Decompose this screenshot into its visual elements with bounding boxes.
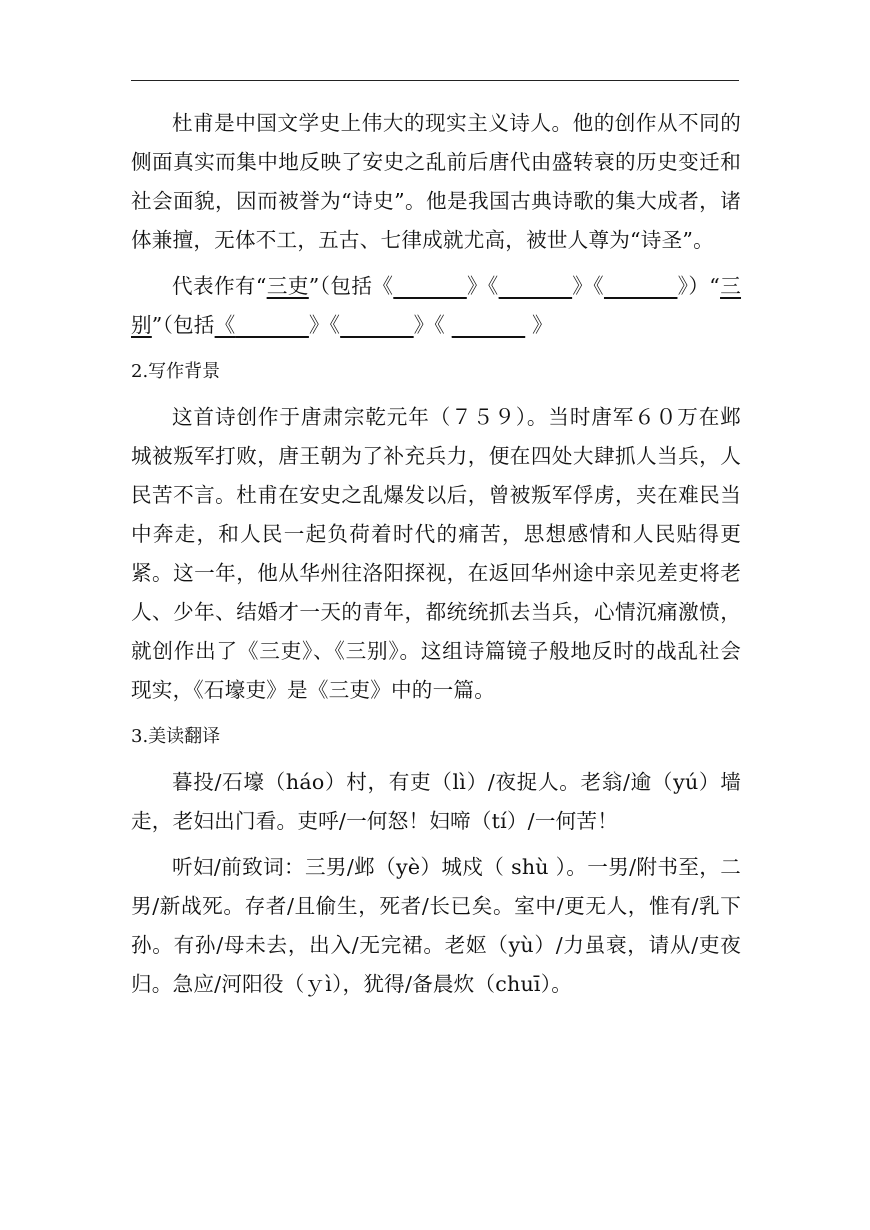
section-heading-reading: 3.美读翻译 bbox=[131, 726, 221, 747]
fill-blank-2: _______ bbox=[498, 274, 573, 298]
sanbie-term: 三别 bbox=[131, 274, 742, 337]
document-body bbox=[131, 104, 741, 1011]
header-rule bbox=[131, 80, 739, 81]
sanli-term: 三吏 bbox=[266, 274, 309, 298]
fill-blank-1: _______ bbox=[393, 274, 467, 298]
background-paragraph: 这首诗创作于唐肃宗乾元年（７５９）。当时唐军６０万在邺城被叛军打败，唐王朝为了补充兵力，便在四处大肆抓人当兵，人民苦不言。杜甫在安史之乱爆发以后，曾被叛军俘虏，夹在难民当中奔走，和人民一起负荷着时代的痛苦，思想感情和人民贴得更紧。这一年，他从华州往洛阳探视，在返回华州途中亲见差吏将老人、少年、结婚才一天的青年，都统统抓去当兵，心情沉痛激愤，就创作出了《三吏》、《三别》。这组诗篇镜子般地反时的战乱社会现实，《石壕吏》是《三吏》中的一篇。 bbox=[131, 405, 741, 702]
fill-blank-4: _______ bbox=[235, 313, 309, 337]
fill-blank-3: _______ bbox=[603, 274, 678, 298]
fill-blank-6: _______ bbox=[451, 313, 526, 337]
fill-blank-5: _______ bbox=[340, 313, 414, 337]
representative-works-paragraph: 代表作有“三吏”（包括《_______》《_______》《_______》）“三别”（包括《_______》《_______》《 _______ 》 bbox=[131, 274, 742, 337]
reading-paragraph-2: 听妇/前致词：三男/邺（yè）城戍（ shù ）。一男/附书至，二男/新战死。存者/且偷生，死者/长已矣。室中/更无人，惟有/乳下孙。有孙/母未去，出入/无完裙。老妪（yù）/力虽衰，请从/吏夜归。急应/河阳役（ｙì），犹得/备晨炊（chuī）。 bbox=[131, 855, 741, 996]
reading-paragraph-1: 暮投/石壕（háo）村，有吏（lì）/夜捉人。老翁/逾（yú）墙走，老妇出门看。吏呼/一何怒！妇啼（tí）/一何苦！ bbox=[131, 770, 741, 833]
intro-paragraph: 杜甫是中国文学史上伟大的现实主义诗人。他的创作从不同的侧面真实而集中地反映了安史之乱前后唐代由盛转衰的历史变迁和社会面貌，因而被誉为“诗史”。他是我国古典诗歌的集大成者，诸体兼擅，无体不工，五古、七律成就尤高，被世人尊为“诗圣”。 bbox=[131, 111, 741, 252]
section-heading-background: 2.写作背景 bbox=[131, 361, 221, 382]
